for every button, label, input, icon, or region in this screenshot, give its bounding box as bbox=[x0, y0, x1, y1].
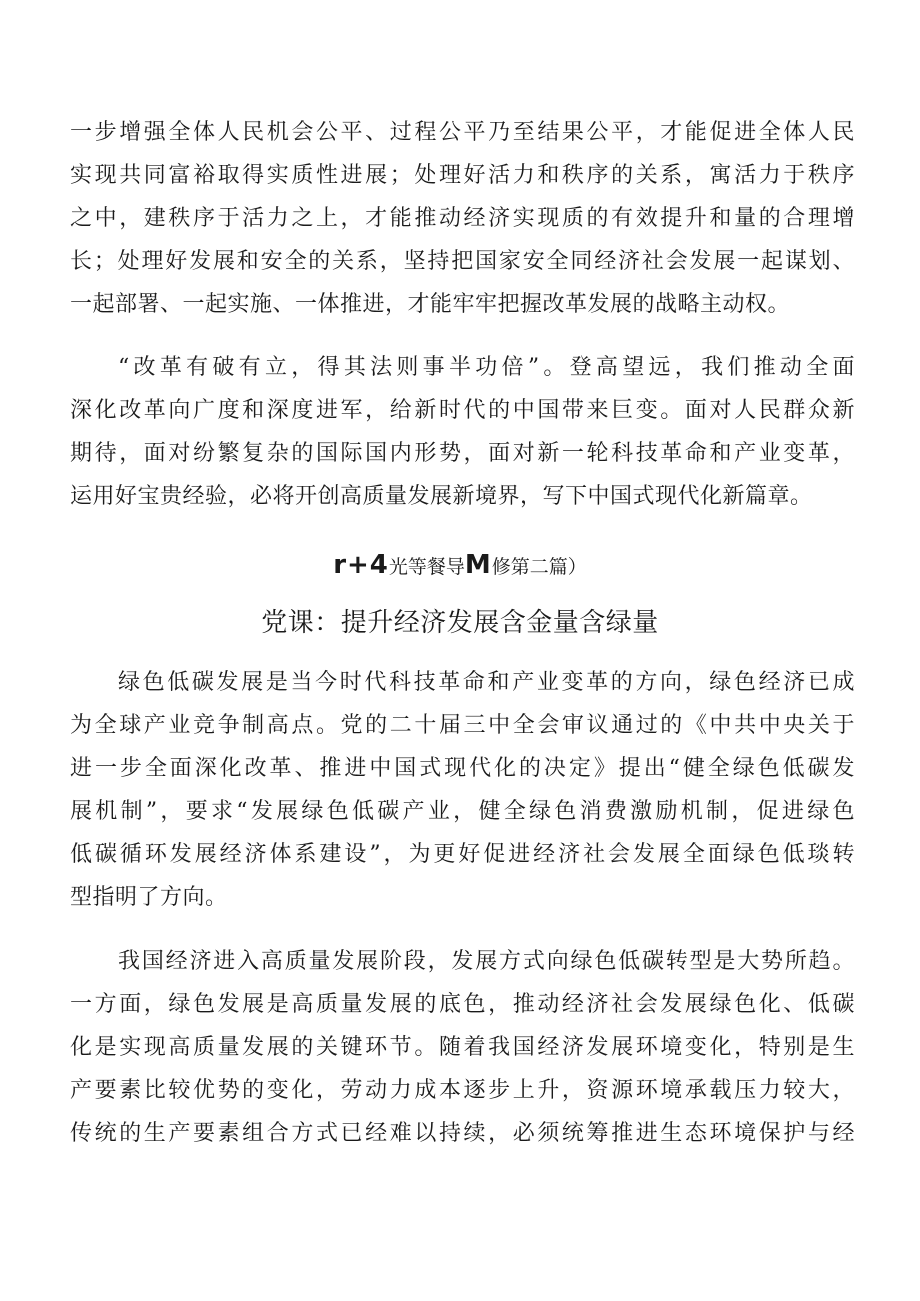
paragraph-line: 化是实现高质量发展的关键环节。随着我国经济发展环境变化，特别是生 bbox=[70, 1035, 855, 1060]
paragraph-line: 运用好宝贵经验，必将开创高质量发展新境界，写下中国式现代化新篇章。 bbox=[70, 484, 813, 509]
paragraph-line: 产要素比较优势的变化，劳动力成本逐步上升，资源环境承载压力较大， bbox=[70, 1078, 855, 1103]
paragraph-line: 深化改革向广度和深度进军，给新时代的中国带来巨变。面对人民群众新 bbox=[70, 398, 855, 423]
paragraph-line: 期待，面对纷繁复杂的国际国内形势，面对新一轮科技革命和产业变革， bbox=[70, 441, 855, 466]
subtitle-part: r+4 bbox=[333, 550, 389, 580]
paragraph-line: 一步增强全体人民机会公平、过程公平乃至结果公平，才能促进全体人民 bbox=[70, 120, 855, 145]
paragraph-line: 传统的生产要素组合方式已经难以持续，必须统筹推进生态环境保护与经 bbox=[70, 1121, 855, 1146]
paragraph-line: 进一步全面深化改革、推进中国式现代化的决定》提出“健全绿色低碳发 bbox=[70, 756, 855, 781]
paragraph-line: 型指明了方向。 bbox=[70, 885, 228, 910]
paragraph-line: 绿色低碳发展是当今时代科技革命和产业变革的方向，绿色经济已成 bbox=[118, 670, 855, 695]
paragraph-line: 为全球产业竞争制高点。党的二十届三中全会审议通过的《中共中央关于 bbox=[70, 713, 855, 738]
subtitle-part: M bbox=[464, 550, 492, 580]
paragraph-line: 低碳循环发展经济体系建设”，为更好促进经济社会发展全面绿色低琰转 bbox=[70, 842, 855, 867]
paragraph-line: 实现共同富裕取得实质性进展；处理好活力和秩序的关系，寓活力于秩序 bbox=[70, 163, 855, 188]
paragraph-line: 一方面，绿色发展是高质量发展的底色，推动经济社会发展绿色化、低碳 bbox=[70, 992, 855, 1017]
paragraph-line: “改革有破有立，得其法则事半功倍”。登高望远，我们推动全面 bbox=[118, 355, 855, 380]
paragraph-line: 一起部署、一起实施、一体推进，才能牢牢把握改革发展的战略主动权。 bbox=[70, 292, 791, 317]
paragraph-line: 我国经济进入高质量发展阶段，发展方式向绿色低碳转型是大势所趋。 bbox=[118, 949, 855, 974]
subtitle-part: 修第二篇） bbox=[491, 556, 587, 578]
paragraph-line: 之中，建秩序于活力之上，才能推动经济实现质的有效提升和量的合理增 bbox=[70, 206, 855, 231]
subtitle-part: 光等餐导 bbox=[388, 556, 465, 578]
paragraph-line: 长；处理好发展和安全的关系，坚持把国家安全同经济社会发展一起谋划、 bbox=[70, 249, 855, 274]
paragraph-line: 展机制”，要求“发展绿色低碳产业，健全绿色消费激励机制，促进绿色 bbox=[70, 799, 855, 824]
section-subtitle bbox=[0, 550, 920, 582]
section-title: 党课：提升经济发展含金量含绿量 bbox=[261, 608, 659, 638]
